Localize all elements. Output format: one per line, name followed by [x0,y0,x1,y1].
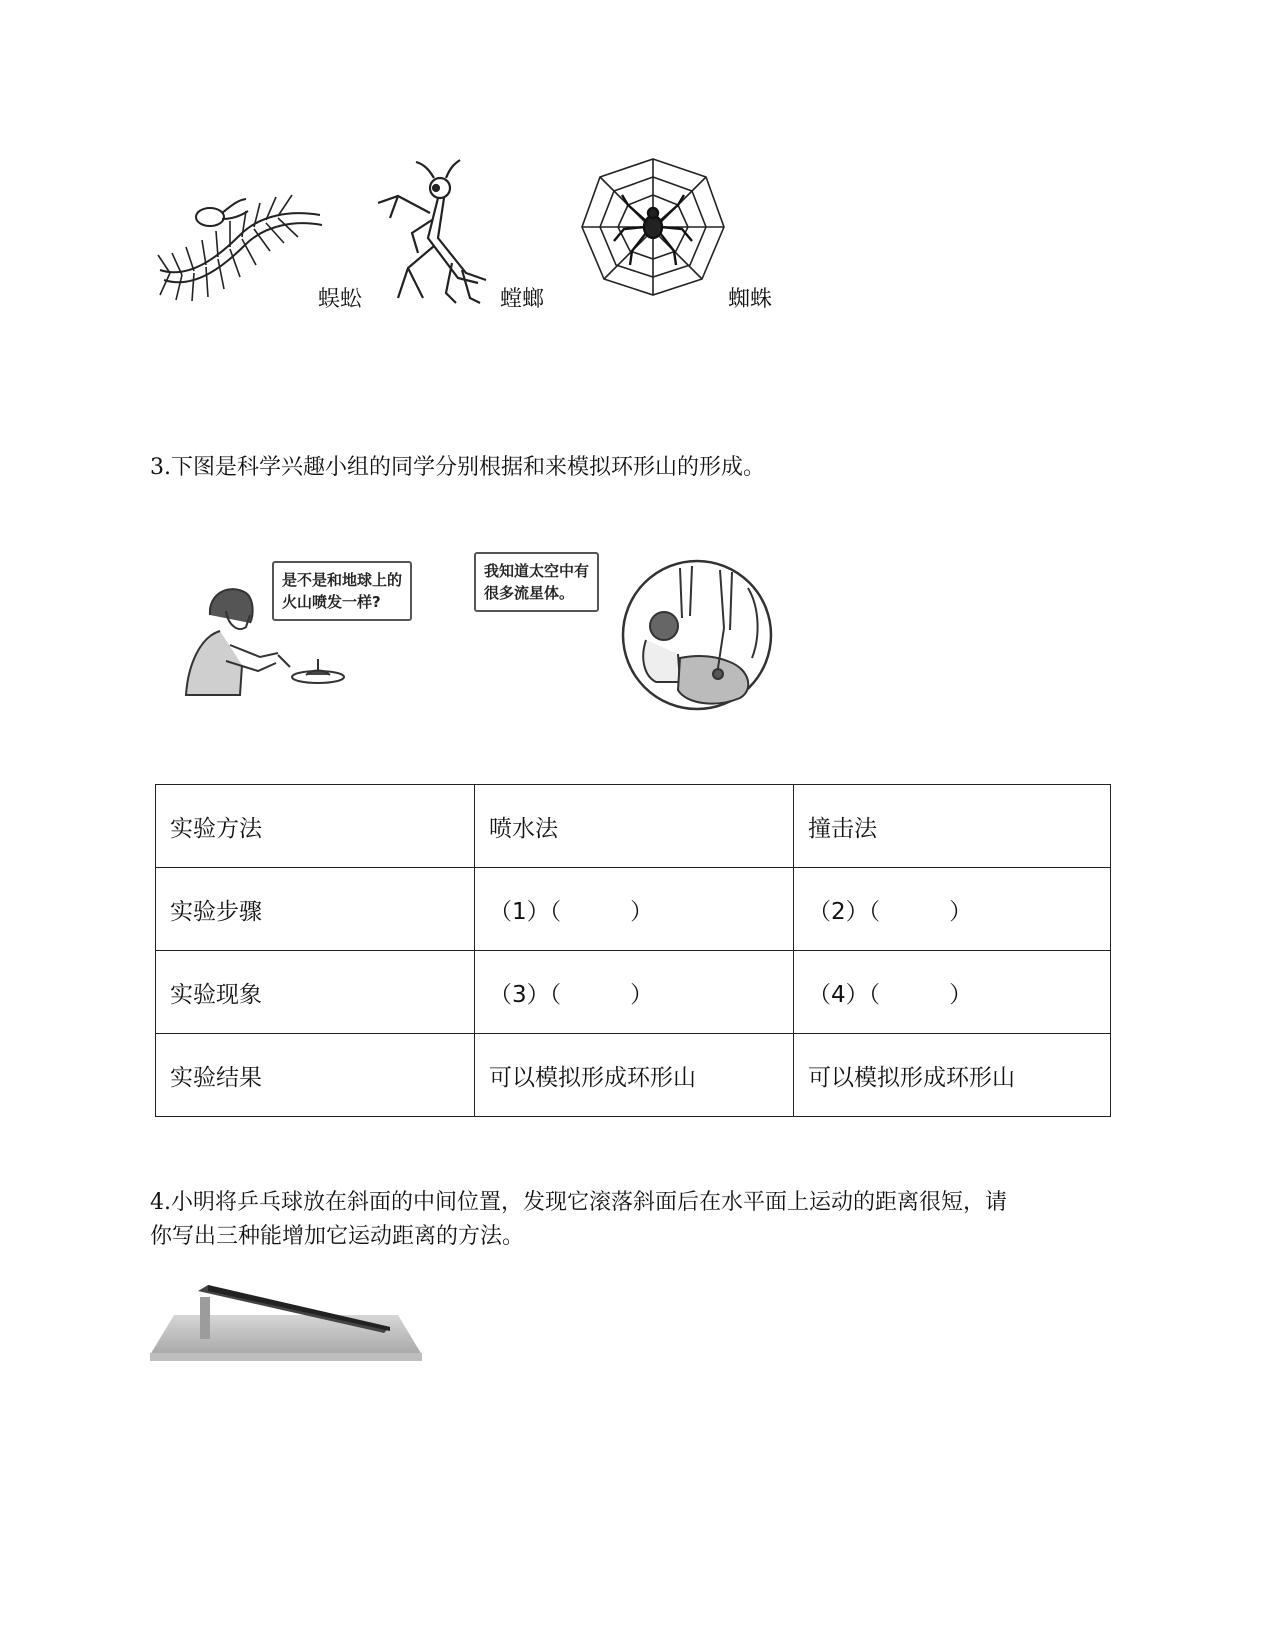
bubble-right-line1: 我知道太空中有 [484,562,590,580]
speech-bubble-right [474,552,599,612]
spider-web-illustration [578,155,728,297]
table-row [156,785,1111,868]
bubble-right-line2: 很多流星体。 [484,584,575,602]
bubble-left-line1: 是不是和地球上的 [282,571,403,589]
table-row [156,1034,1111,1117]
table-cell: 撞击法 [794,785,1111,868]
answer-blank-2[interactable]: （2）（ ） [794,868,1111,951]
answer-blank-1[interactable]: （1）（ ） [475,868,794,951]
question-4-text [150,1186,1007,1254]
animal-label-mantis: 螳螂 [500,287,545,312]
animal-label-centipede: 蜈蚣 [318,287,363,312]
experiment-table [155,784,1111,1117]
table-cell: 可以模拟形成环形山 [794,1034,1111,1117]
question-4-line2: 你写出三种能增加它运动距离的方法。 [150,1224,525,1249]
answer-blank-4[interactable]: （4）（ ） [794,951,1111,1034]
table-row [156,951,1111,1034]
centipede-illustration [150,185,330,310]
animal-label-spider: 蜘蛛 [728,287,773,312]
question-3-text: 3.下图是科学兴趣小组的同学分别根据和来模拟环形山的形成。 [150,455,765,480]
mantis-illustration [368,158,498,308]
bubble-left-line2: 火山喷发一样? [282,593,381,611]
answer-blank-3[interactable]: （3）（ ） [475,951,794,1034]
speech-bubble-left [272,561,412,621]
table-cell: 实验结果 [156,1034,475,1117]
table-cell: 实验方法 [156,785,475,868]
meteor-impact-experiment-illustration [620,558,775,713]
table-cell: 实验步骤 [156,868,475,951]
question-4-line1: 4.小明将乒乓球放在斜面的中间位置，发现它滚落斜面后在水平面上运动的距离很短，请 [150,1190,1007,1215]
table-cell: 可以模拟形成环形山 [475,1034,794,1117]
table-row [156,868,1111,951]
table-cell: 喷水法 [475,785,794,868]
table-cell: 实验现象 [156,951,475,1034]
ramp-photo [150,1275,425,1365]
